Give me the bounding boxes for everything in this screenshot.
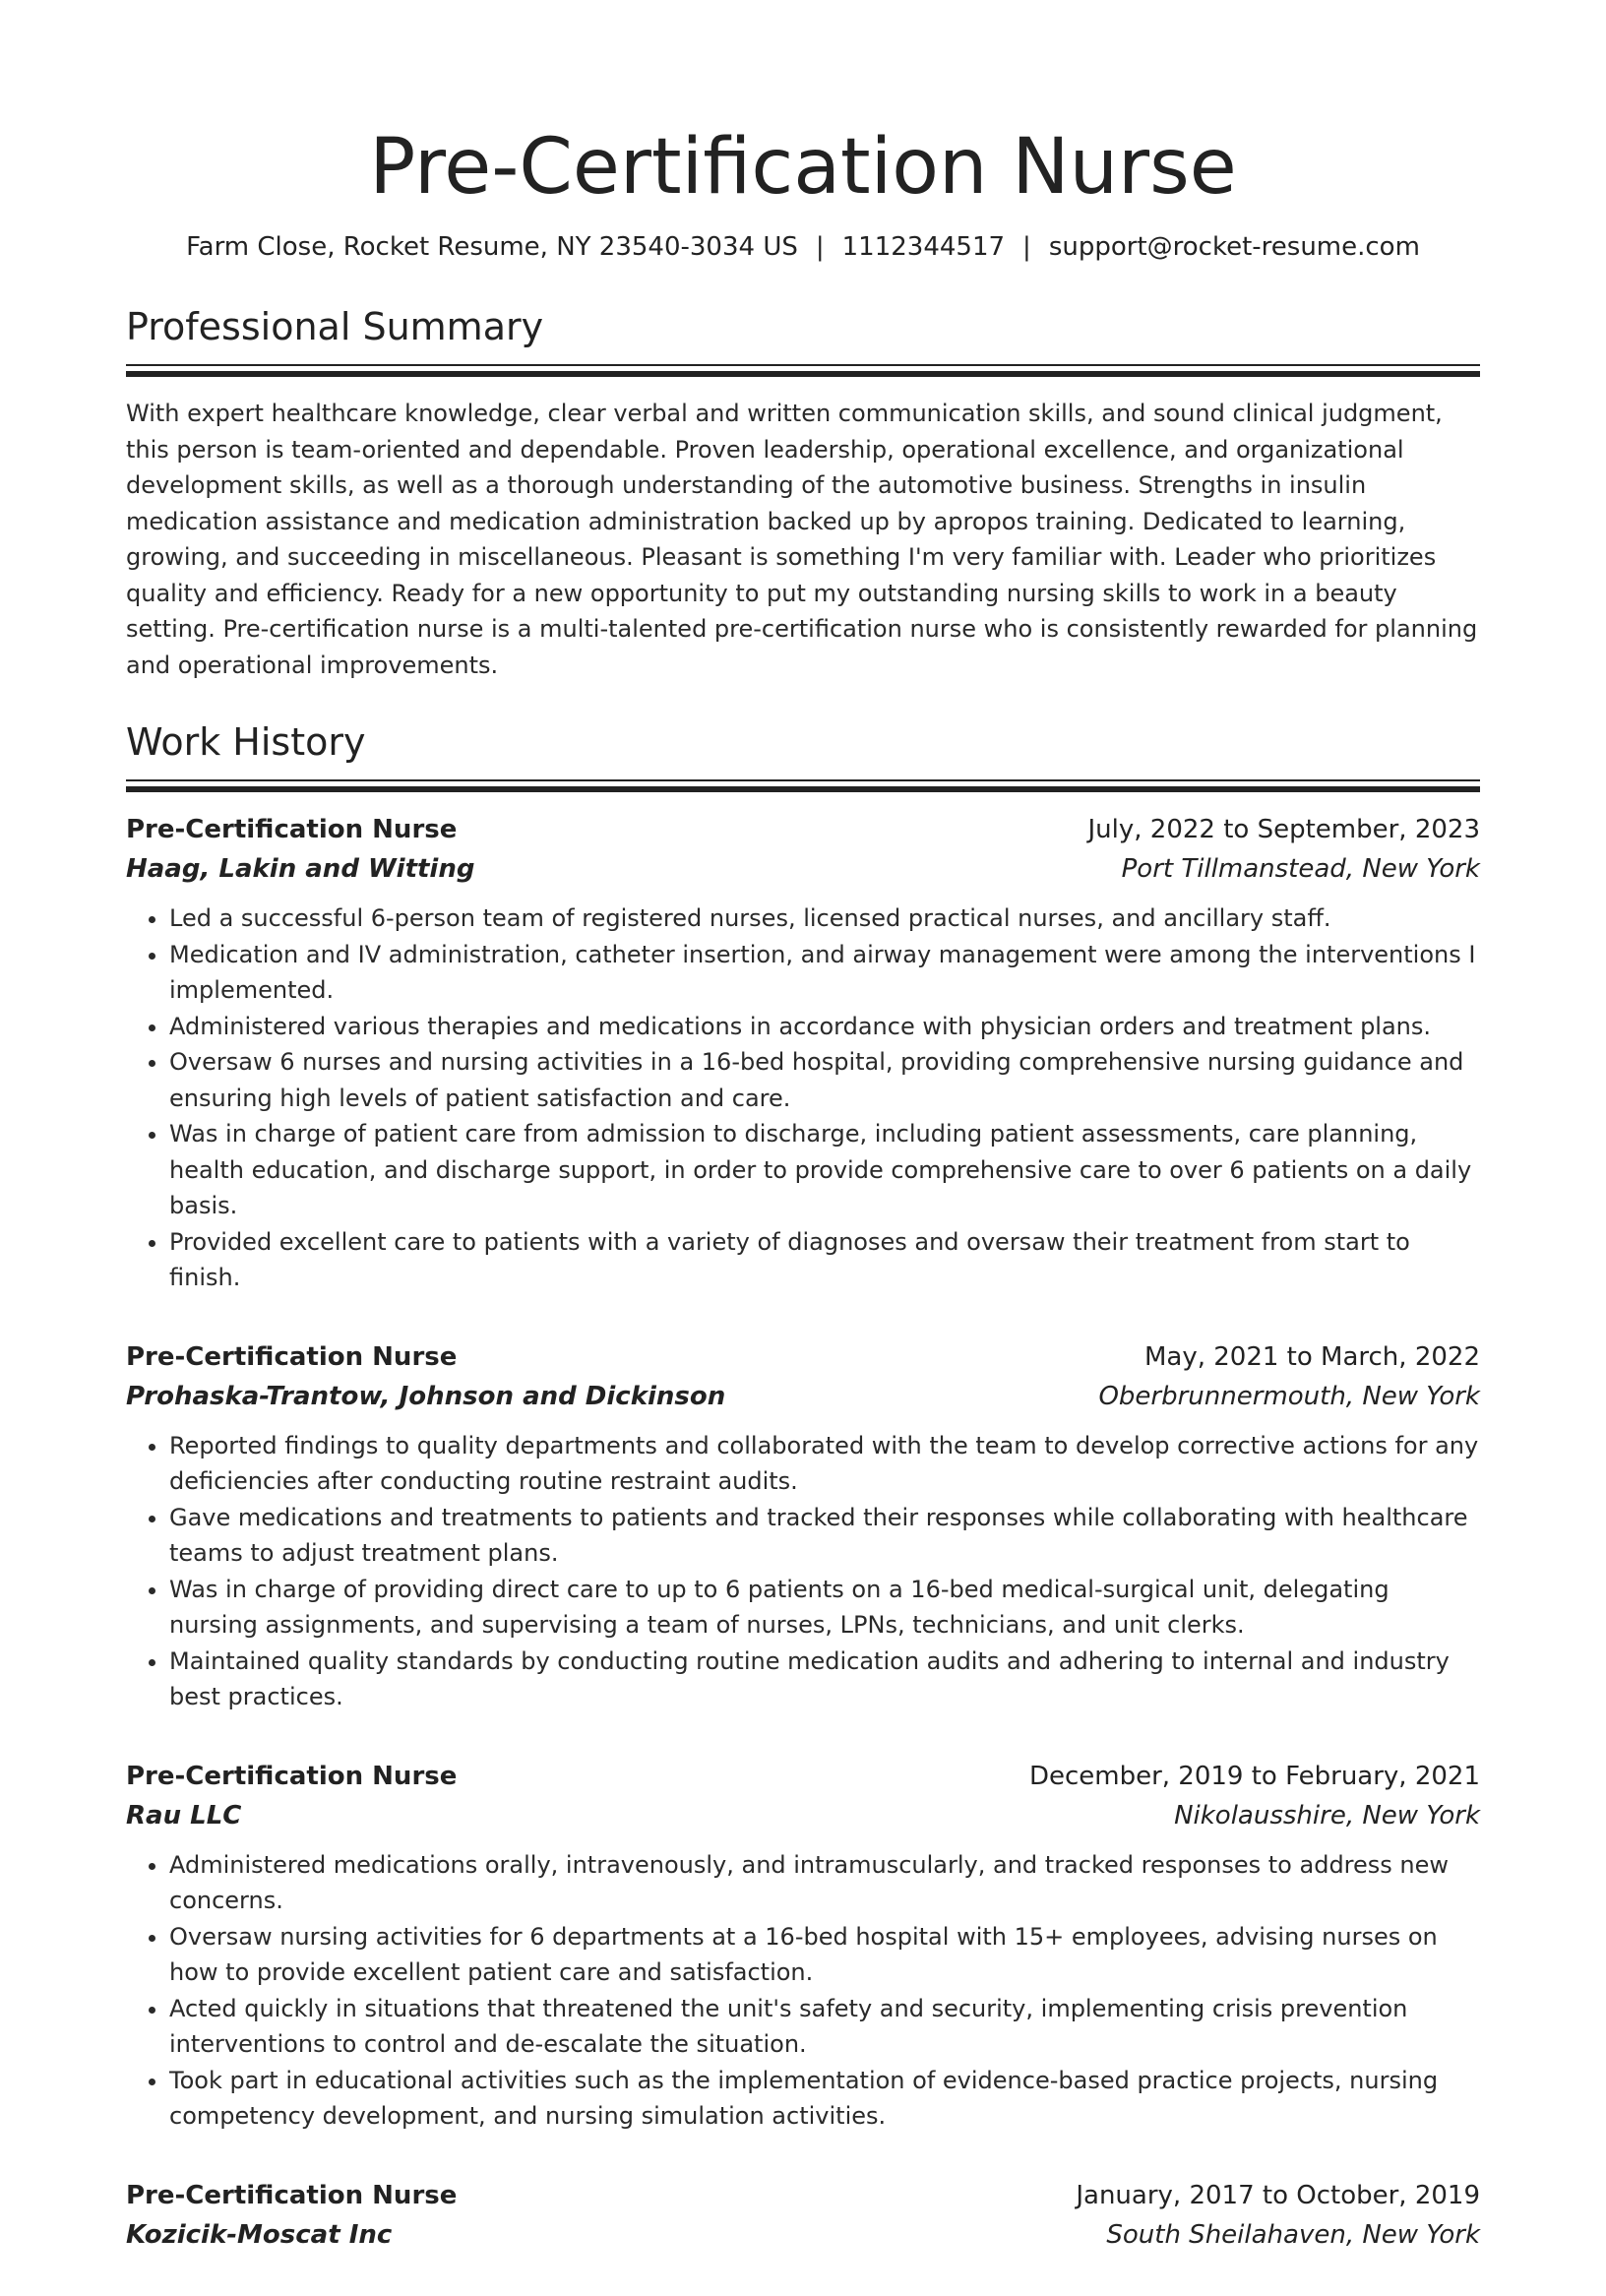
- job-dates: January, 2017 to October, 2019: [1076, 2180, 1480, 2210]
- job-subheader-row: [126, 1377, 1480, 1416]
- job-header-row: [126, 810, 1480, 849]
- job-bullet: • Reported findings to quality departments and collaborated with the team to develop corrective actions for any deficiencies after conducting routine restraint audits.: [169, 1428, 1480, 1500]
- job-header-row: [126, 2176, 1480, 2215]
- job-bullet-list: [126, 900, 1480, 1296]
- job-title: Pre-Certification Nurse: [126, 1761, 458, 1791]
- job-location: Nikolausshire, New York: [1174, 1800, 1480, 1831]
- job-bullet: • Medication and IV administration, catheter insertion, and airway management were among the interventions I implemented.: [169, 937, 1480, 1009]
- job-entry: [126, 1757, 1480, 2135]
- job-location: Port Tillmanstead, New York: [1121, 854, 1480, 884]
- job-bullet: • Oversaw 6 nurses and nursing activities in a 16-bed hospital, providing comprehensive nursing guidance and ensuring high levels of patient satisfaction and care.: [169, 1044, 1480, 1116]
- job-location: South Sheilahaven, New York: [1106, 2219, 1480, 2250]
- job-company: Prohaska-Trantow, Johnson and Dickinson: [126, 1381, 726, 1411]
- resume-name: Pre-Certification Nurse: [369, 123, 1237, 212]
- job-subheader-row: [126, 849, 1480, 889]
- contact-separator: |: [1022, 232, 1031, 262]
- job-bullet: • Was in charge of patient care from admission to discharge, including patient assessments, care planning, health education, and discharge support, in order to provide comprehensive care to over 6 patients on a daily basis.: [169, 1116, 1480, 1224]
- job-bullet: • Oversaw nursing activities for 6 departments at a 16-bed hospital with 15+ employees, advising nurses on how to provide excellent patient care and satisfaction.: [169, 1919, 1480, 1991]
- job-location: Oberbrunnermouth, New York: [1098, 1381, 1480, 1411]
- job-title: Pre-Certification Nurse: [126, 815, 458, 844]
- job-title: Pre-Certification Nurse: [126, 1341, 458, 1372]
- professional-summary-section: [126, 303, 1480, 683]
- job-bullet: • Administered various therapies and medications in accordance with physician orders and treatment plans.: [169, 1009, 1480, 1045]
- job-bullet: • Led a successful 6-person team of registered nurses, licensed practical nurses, and ancillary staff.: [169, 900, 1480, 937]
- job-bullet: • Maintained quality standards by conducting routine medication audits and adhering to internal and industry best practices.: [169, 1644, 1480, 1715]
- job-header-row: [126, 1757, 1480, 1796]
- job-title: Pre-Certification Nurse: [126, 2180, 458, 2210]
- job-bullet-list: [126, 1847, 1480, 2135]
- work-history-section: [126, 718, 1480, 2255]
- summary-text: With expert healthcare knowledge, clear verbal and written communication skills, and sound clinical judgment, this person is team-oriented and dependable. Proven leadership, operational excellence, and organizational development skills, as well as a thorough understanding of the automotive business. Strengths in insulin medication assistance and medication administration backed up by apropos training. Dedicated to learning, growing, and succeeding in miscellaneous. Pleasant is something I'm very familiar with. Leader who prioritizes quality and efficiency. Ready for a new opportunity to put my outstanding nursing skills to work in a beauty setting. Pre-certification nurse is a multi-talented pre-certification nurse who is consistently rewarded for planning and operational improvements.: [126, 400, 1478, 679]
- contact-email: support@rocket-resume.com: [1048, 232, 1420, 262]
- job-dates: May, 2021 to March, 2022: [1143, 1341, 1480, 1372]
- job-bullet: • Was in charge of providing direct care to up to 6 patients on a 16-bed medical-surgical unit, delegating nursing assignments, and supervising a team of nurses, LPNs, technicians, and unit clerks.: [169, 1572, 1480, 1644]
- job-dates: July, 2022 to September, 2023: [1087, 815, 1480, 844]
- job-subheader-row: [126, 2215, 1480, 2255]
- job-company: Kozicik-Moscat Inc: [126, 2219, 393, 2250]
- job-company: Rau LLC: [126, 1800, 242, 1831]
- job-dates: December, 2019 to February, 2021: [1028, 1761, 1480, 1791]
- contact-phone: 1112344517: [841, 232, 1006, 262]
- contact-address: Farm Close, Rocket Resume, NY 23540-3034 US: [186, 232, 798, 262]
- section-title-summary: Professional Summary: [126, 305, 544, 348]
- job-bullet: • Administered medications orally, intravenously, and intramuscularly, and tracked responses to address new concerns.: [169, 1847, 1480, 1919]
- job-list: [126, 810, 1480, 2255]
- job-entry: [126, 2176, 1480, 2255]
- job-bullet: • Provided excellent care to patients with a variety of diagnoses and oversaw their treatment from start to finish.: [169, 1224, 1480, 1296]
- section-divider: [126, 364, 1480, 366]
- job-bullet: • Gave medications and treatments to patients and tracked their responses while collaborating with healthcare teams to adjust treatment plans.: [169, 1500, 1480, 1572]
- job-bullet: • Acted quickly in situations that threatened the unit's safety and security, implementing crisis prevention interventions to control and de-escalate the situation.: [169, 1991, 1480, 2063]
- job-subheader-row: [126, 1796, 1480, 1835]
- resume-page: [126, 0, 1480, 2296]
- job-company: Haag, Lakin and Witting: [126, 854, 475, 884]
- contact-separator: |: [815, 232, 825, 262]
- job-header-row: [126, 1337, 1480, 1377]
- section-title-work: Work History: [126, 720, 366, 764]
- job-bullet: • Took part in educational activities such as the implementation of evidence-based practice projects, nursing competency development, and nursing simulation activities.: [169, 2063, 1480, 2135]
- contact-line: [126, 230, 1480, 264]
- job-entry: [126, 1337, 1480, 1715]
- job-bullet-list: [126, 1428, 1480, 1715]
- job-entry: [126, 810, 1480, 1296]
- section-divider: [126, 779, 1480, 781]
